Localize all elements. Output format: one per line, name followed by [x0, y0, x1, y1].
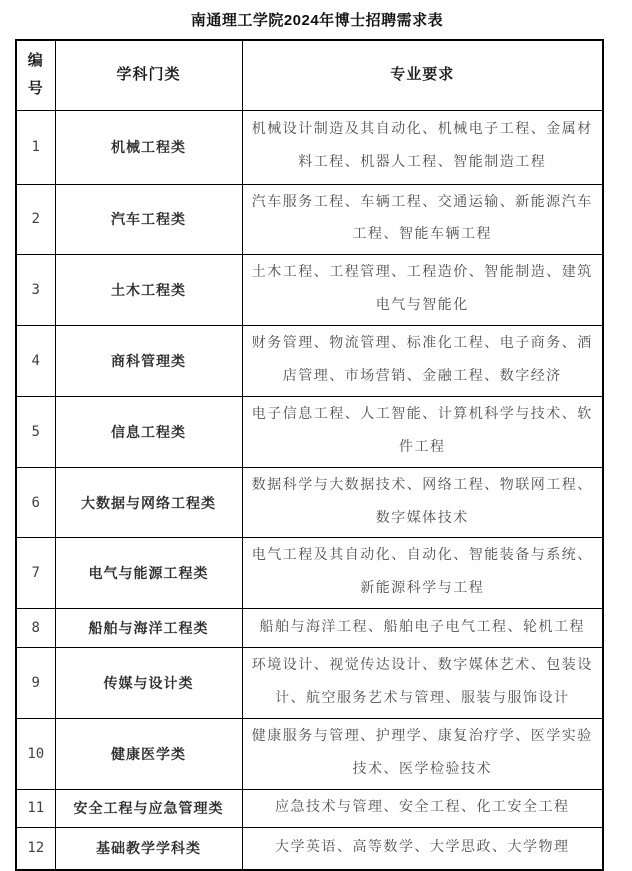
discipline-category: 船舶与海洋工程类: [55, 609, 242, 648]
major-requirements: 大学英语、高等数学、大学思政、大学物理: [242, 827, 603, 870]
table-row: [16, 110, 603, 184]
header-requirements: 专业要求: [242, 40, 603, 110]
discipline-category: 信息工程类: [55, 396, 242, 467]
major-requirements: 汽车服务工程、车辆工程、交通运输、新能源汽车工程、智能车辆工程: [242, 184, 603, 255]
major-requirements: 财务管理、物流管理、标准化工程、电子商务、酒店管理、市场营销、金融工程、数字经济: [242, 326, 603, 397]
major-requirements: 应急技术与管理、安全工程、化工安全工程: [242, 789, 603, 827]
major-requirements: 环境设计、视觉传达设计、数字媒体艺术、包装设计、航空服务艺术与管理、服装与服饰设计: [242, 648, 603, 719]
table-row: [16, 467, 603, 538]
row-number: 1: [16, 110, 55, 184]
discipline-category: 大数据与网络工程类: [55, 467, 242, 538]
major-requirements: 数据科学与大数据技术、网络工程、物联网工程、数字媒体技术: [242, 467, 603, 538]
table-row: [16, 255, 603, 326]
table-row: [16, 827, 603, 870]
row-number: 3: [16, 255, 55, 326]
row-number: 11: [16, 789, 55, 827]
page-title: 南通理工学院2024年博士招聘需求表: [190, 12, 444, 29]
row-number: 6: [16, 467, 55, 538]
major-requirements: 电子信息工程、人工智能、计算机科学与技术、软件工程: [242, 396, 603, 467]
major-requirements: 机械设计制造及其自动化、机械电子工程、金属材料工程、机器人工程、智能制造工程: [242, 110, 603, 184]
discipline-category: 商科管理类: [55, 326, 242, 397]
table-row: [16, 789, 603, 827]
row-number: 10: [16, 718, 55, 789]
table-header-row: [16, 40, 603, 110]
row-number: 9: [16, 648, 55, 719]
header-category: 学科门类: [55, 40, 242, 110]
row-number: 12: [16, 827, 55, 870]
row-number: 2: [16, 184, 55, 255]
table-row: [16, 718, 603, 789]
major-requirements: 船舶与海洋工程、船舶电子电气工程、轮机工程: [242, 609, 603, 648]
table-row: [16, 326, 603, 397]
major-requirements: 电气工程及其自动化、自动化、智能装备与系统、新能源科学与工程: [242, 538, 603, 609]
header-number: 编号: [16, 40, 55, 110]
table-row: [16, 538, 603, 609]
major-requirements: 土木工程、工程管理、工程造价、智能制造、建筑电气与智能化: [242, 255, 603, 326]
row-number: 4: [16, 326, 55, 397]
table-row: [16, 609, 603, 648]
recruitment-table: [15, 39, 604, 871]
discipline-category: 安全工程与应急管理类: [55, 789, 242, 827]
discipline-category: 传媒与设计类: [55, 648, 242, 719]
discipline-category: 电气与能源工程类: [55, 538, 242, 609]
major-requirements: 健康服务与管理、护理学、康复治疗学、医学实验技术、医学检验技术: [242, 718, 603, 789]
row-number: 7: [16, 538, 55, 609]
table-row: [16, 396, 603, 467]
discipline-category: 土木工程类: [55, 255, 242, 326]
row-number: 5: [16, 396, 55, 467]
table-row: [16, 648, 603, 719]
row-number: 8: [16, 609, 55, 648]
table-row: [16, 184, 603, 255]
discipline-category: 健康医学类: [55, 718, 242, 789]
discipline-category: 机械工程类: [55, 110, 242, 184]
discipline-category: 基础教学学科类: [55, 827, 242, 870]
discipline-category: 汽车工程类: [55, 184, 242, 255]
